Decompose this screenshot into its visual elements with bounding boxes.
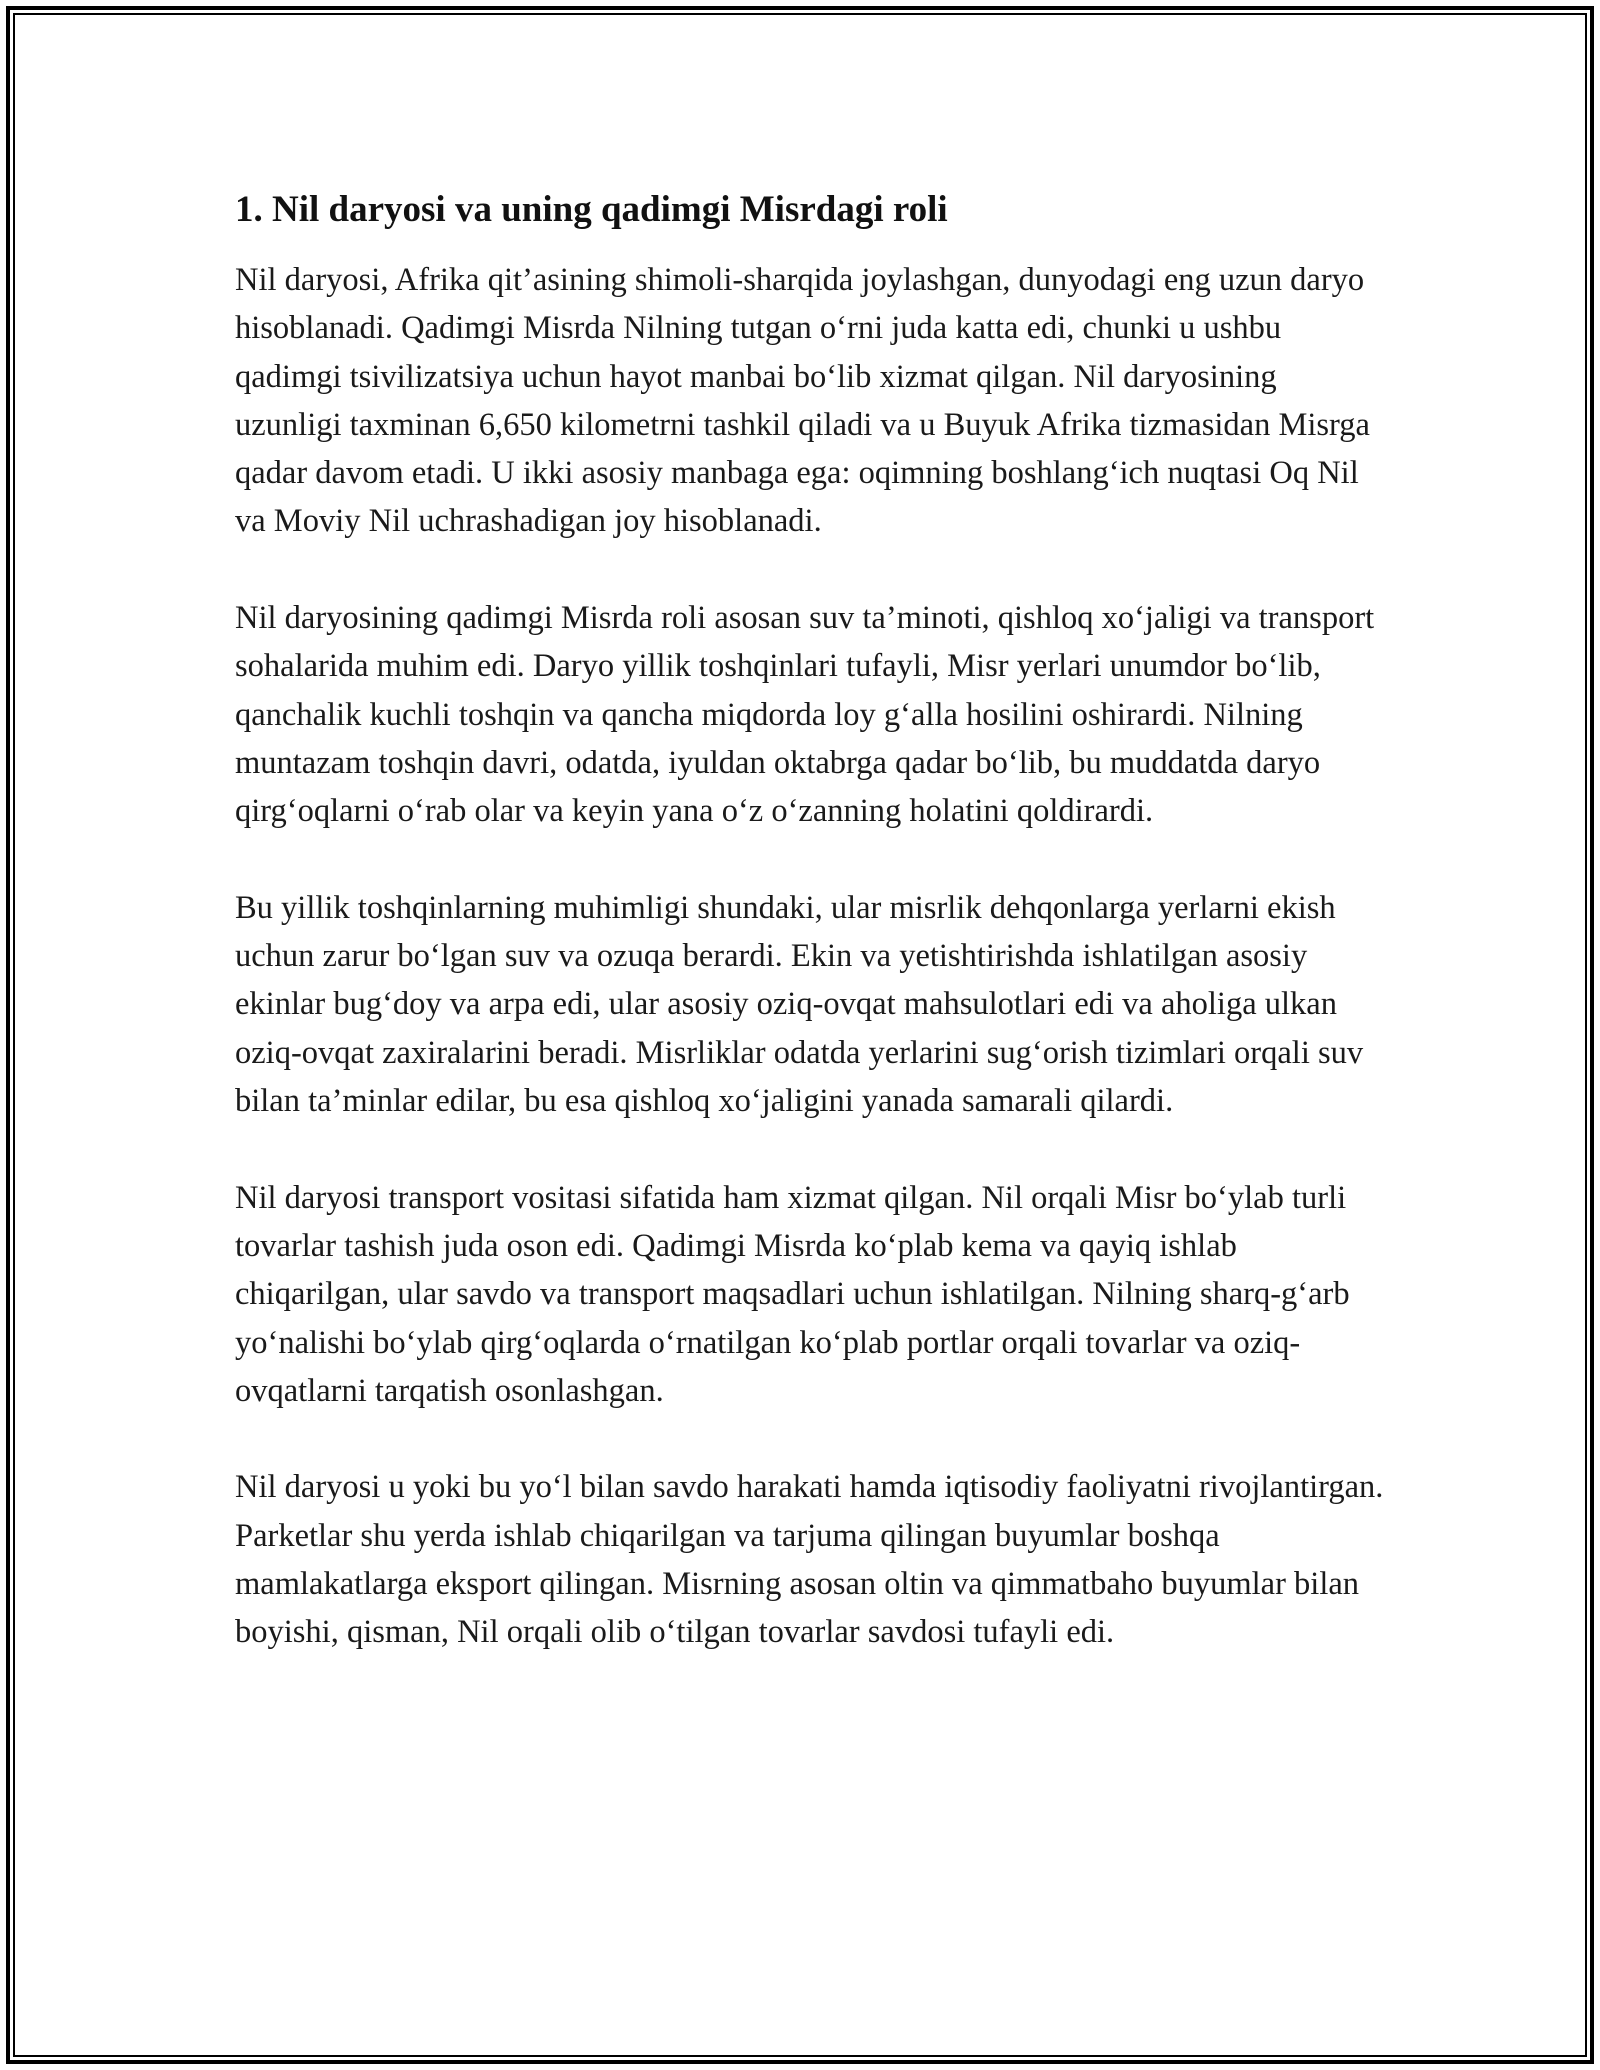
paragraph-5: Nil daryosi u yoki bu yo‘l bilan savdo harakati hamda iqtisodiy faoliyatni rivojlantirgan. Parketlar shu yerda ishlab chiqarilgan va tarjuma qilingan buyumlar boshqa mamlakatlarga eksport qilingan. Misrning asosan oltin va qimmatbaho buyumlar bilan boyishi, qisman, Nil orqali olib o‘tilgan tovarlar savdosi tufayli edi. — [235, 1469, 1384, 1651]
paragraph-3: Bu yillik toshqinlarning muhimligi shundaki, ular misrlik dehqonlarga yerlarni ekish uchun zarur bo‘lgan suv va ozuqa berardi. Ekin va yetishtirishda ishlatilgan asosiy ekinlar bug‘doy va arpa edi, ular asosiy oziq-ovqat mahsulotlari edi va aholiga ulkan oziq-ovqat zaxiralarini beradi. Misrliklar odatda yerlarini sug‘orish tizimlari orqali suv bilan ta’minlar edilar, bu esa qishloq xo‘jaligini yanada samarali qilardi. — [235, 889, 1364, 1120]
document-body — [235, 186, 1385, 1705]
section-title: 1. Nil daryosi va uning qadimgi Misrdagi roli — [235, 189, 948, 230]
paragraph-2: Nil daryosining qadimgi Misrda roli asosan suv ta’minoti, qishloq xo‘jaligi va transport sohalarida muhim edi. Daryo yillik toshqinlari tufayli, Misr yerlari unumdor bo‘lib, qanchalik kuchli toshqin va qancha miqdorda loy g‘alla hosilini oshirardi. Nilning muntazam toshqin davri, odatda, iyuldan oktabrga qadar bo‘lib, bu muddatda daryo qirg‘oqlarni o‘rab olar va keyin yana o‘z o‘zanning holatini qoldirardi. — [235, 600, 1375, 830]
paragraph-1: Nil daryosi, Afrika qit’asining shimoli-sharqida joylashgan, dunyodagi eng uzun daryo hisoblanadi. Qadimgi Misrda Nilning tutgan o‘rni juda katta edi, chunki u ushbu qadimgi tsivilizatsiya uchun hayot manbai bo‘lib xizmat qilgan. Nil daryosining uzunligi taxminan 6,650 kilometrni tashkil qiladi va u Buyuk Afrika tizmasidan Misrga qadar davom etadi. U ikki asosiy manbaga ega: oqimning boshlang‘ich nuqtasi Oq Nil va Moviy Nil uchrashadigan joy hisoblanadi. — [235, 262, 1370, 540]
paragraph-4: Nil daryosi transport vositasi sifatida ham xizmat qilgan. Nil orqali Misr bo‘ylab turli tovarlar tashish juda oson edi. Qadimgi Misrda ko‘plab kema va qayiq ishlab chiqarilgan, ular savdo va transport maqsadlari uchun ishlatilgan. Nilning sharq-g‘arb yo‘nalishi bo‘ylab qirg‘oqlarda o‘rnatilgan ko‘plab portlar orqali tovarlar va oziq-ovqatlarni tarqatish osonlashgan. — [235, 1179, 1350, 1409]
